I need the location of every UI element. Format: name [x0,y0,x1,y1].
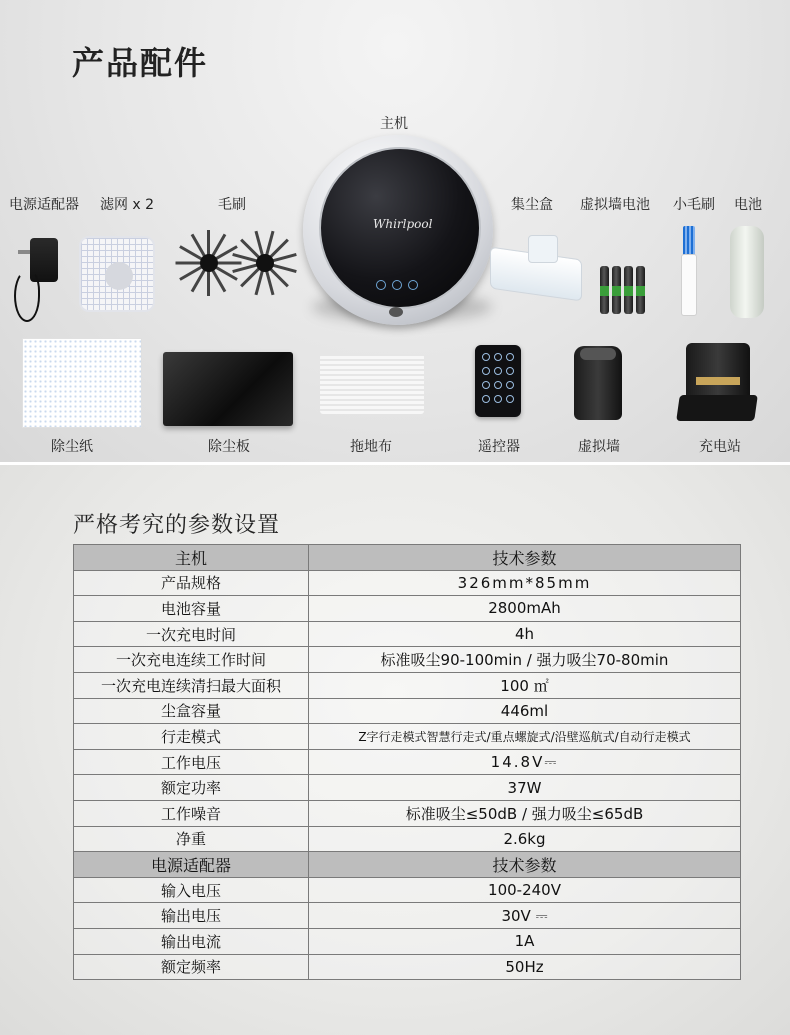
spec-name: 电池容量 [74,596,309,622]
spec-value: 2.6kg [309,826,741,852]
spec-value: 100-240V [309,877,741,903]
remote-label: 遥控器 [478,439,520,455]
spec-name: 一次充电时间 [74,621,309,647]
dustbin-label: 集尘盒 [511,197,553,213]
table-row [74,775,741,801]
charging-station-label: 充电站 [699,439,741,455]
spec-name: 行走模式 [74,724,309,750]
accessories-title: 产品配件 [72,44,209,82]
spec-value: 50Hz [309,954,741,980]
spec-name: 工作噪音 [74,800,309,826]
remote-control-image [475,345,521,417]
table-header-row [74,852,741,878]
table-row [74,826,741,852]
table-row [74,672,741,698]
brand-logo: Whirlpool [373,217,433,231]
spec-value: Z字行走模式智慧行走式/重点螺旋式/沿壁巡航式/自动行走模式 [309,724,741,750]
spec-value: 标准吸尘90-100min / 强力吸尘70-80min [309,647,741,673]
specs-title: 严格考究的参数设置 [73,513,281,538]
spec-name: 一次充电连续清扫最大面积 [74,672,309,698]
spec-value: 37W [309,775,741,801]
dust-paper-label: 除尘纸 [51,439,93,455]
aa-battery-image [612,266,621,314]
table-row [74,877,741,903]
spec-value: 14.8V⎓ [309,749,741,775]
small-brush-label: 小毛刷 [673,197,715,213]
table-row [74,647,741,673]
spec-value: 1A [309,928,741,954]
spec-name: 输出电压 [74,903,309,929]
table-row [74,621,741,647]
table-row [74,954,741,980]
table-header-row [74,545,741,571]
spec-name: 输入电压 [74,877,309,903]
battery-label: 电池 [734,197,762,213]
battery-pack-image [730,226,764,318]
filter-image [79,236,155,312]
spec-value: 446ml [309,698,741,724]
header-cell: 技术参数 [309,545,741,571]
header-cell: 电源适配器 [74,852,309,878]
spec-table [73,544,741,980]
spec-value: 标准吸尘≤50dB / 强力吸尘≤65dB [309,800,741,826]
spec-name: 尘盒容量 [74,698,309,724]
mop-label: 拖地布 [350,439,392,455]
dustbin-image [490,235,580,301]
dust-plate-label: 除尘板 [208,439,250,455]
virtual-wall-label: 虚拟墙 [578,439,620,455]
table-row [74,903,741,929]
spec-name: 输出电流 [74,928,309,954]
table-row [74,698,741,724]
table-row [74,749,741,775]
small-brush-image [681,226,697,316]
spec-name: 净重 [74,826,309,852]
spec-name: 额定频率 [74,954,309,980]
table-row [74,724,741,750]
spec-value: 30V ⎓ [309,903,741,929]
robot-vacuum-image [303,135,493,325]
aa-battery-image [624,266,633,314]
charging-station-image [678,343,756,423]
header-cell: 技术参数 [309,852,741,878]
dust-paper-image [22,338,142,428]
table-row [74,928,741,954]
dust-plate-image [163,352,293,426]
vwall-battery-label: 虚拟墙电池 [580,197,650,213]
header-cell: 主机 [74,545,309,571]
table-row [74,596,741,622]
accessories-section [0,0,790,462]
main-unit-label: 主机 [380,116,408,132]
spec-name: 额定功率 [74,775,309,801]
brush-label: 毛刷 [218,197,246,213]
spec-name: 一次充电连续工作时间 [74,647,309,673]
table-row [74,800,741,826]
spec-value: 4h [309,621,741,647]
virtual-wall-image [574,346,622,420]
spec-name: 工作电压 [74,749,309,775]
table-row [74,570,741,596]
filter-label: 滤网 x 2 [99,197,155,213]
spec-name: 产品规格 [74,570,309,596]
adapter-label: 电源适配器 [9,197,79,213]
aa-battery-image [600,266,609,314]
spec-value: 100 ㎡ [309,672,741,698]
spec-value: 2800mAh [309,596,741,622]
mop-cloth-image [320,354,424,414]
side-brush-image [228,226,302,300]
robot-buttons [373,275,423,287]
spec-value: 326mm*85mm [309,570,741,596]
aa-battery-image [636,266,645,314]
